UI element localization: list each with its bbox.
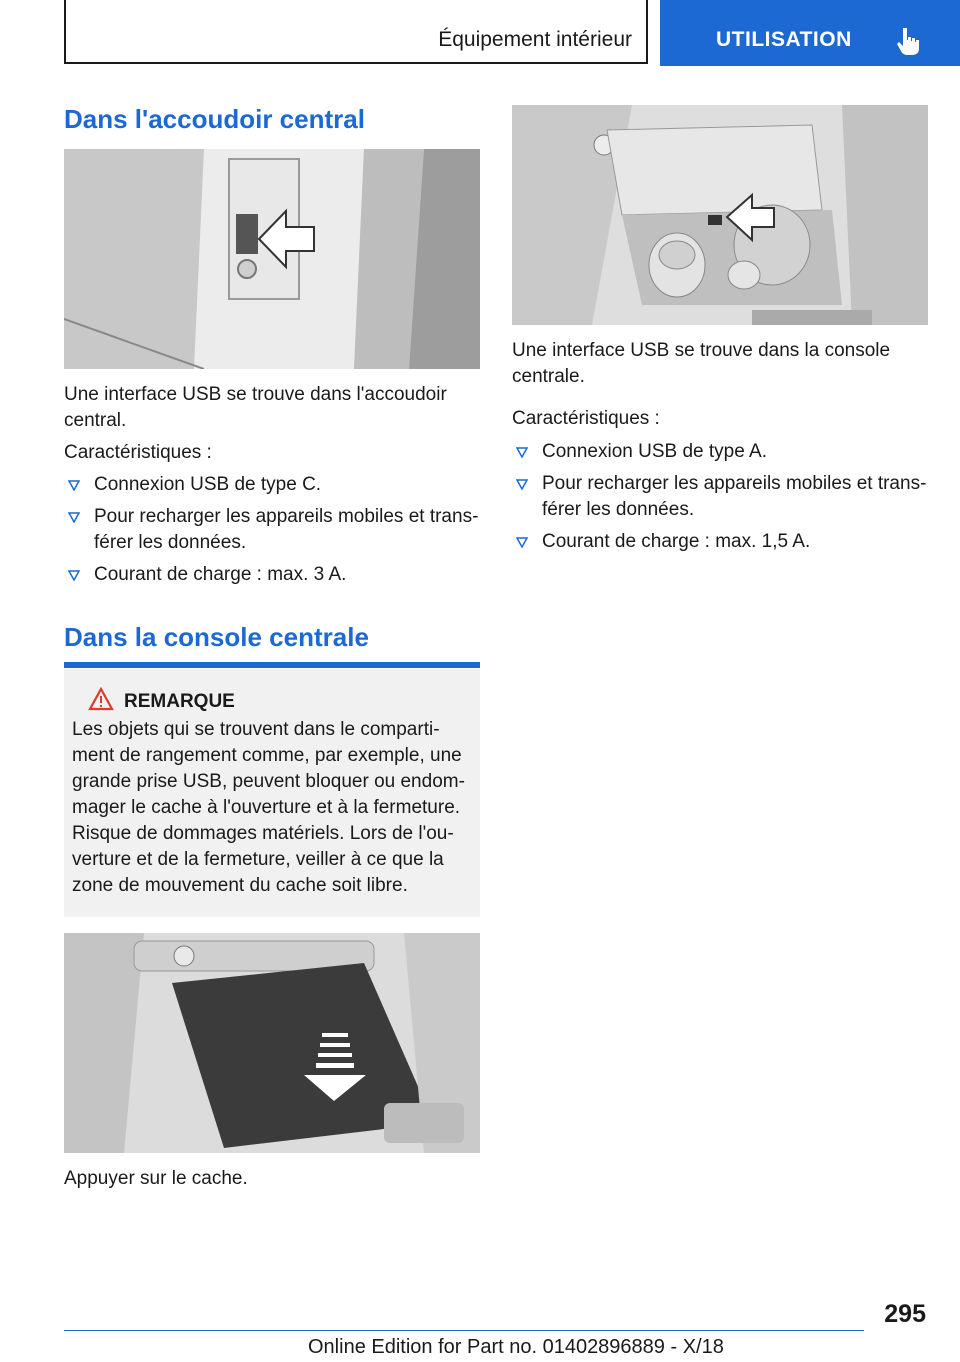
- image-console-usb: [512, 105, 928, 325]
- heading-armrest: Dans l'accoudoir central: [64, 104, 365, 134]
- console-usb-description: Une interface USB se trouve dans la console centrale.: [512, 340, 891, 387]
- image-console-cover: [64, 933, 480, 1153]
- header-section-title: Équipement intérieur: [438, 28, 632, 51]
- console-cover-caption: Appuyer sur le cache.: [64, 1168, 248, 1189]
- triangle-bullet-icon: [68, 569, 80, 581]
- list-item: [64, 504, 480, 556]
- list-item-text: Courant de charge : max. 1,5 A.: [542, 531, 811, 552]
- list-item-text: Courant de charge : max. 3 A.: [94, 564, 347, 585]
- triangle-bullet-icon: [516, 536, 528, 548]
- armrest-description: Une interface USB se trouve dans l'accoudoir central.: [64, 384, 447, 431]
- list-item: [64, 562, 480, 588]
- header-section-box: [64, 0, 648, 64]
- console-features-list: [512, 439, 928, 561]
- footer-edition[interactable]: Online Edition for Part no. 01402896889 - X/18: [308, 1336, 724, 1358]
- image-armrest-usb: [64, 149, 480, 369]
- list-item: [512, 471, 928, 523]
- list-item-text: Pour recharger les appareils mobiles et transférer les données.: [542, 473, 927, 520]
- list-item: [64, 472, 480, 498]
- console-features-label: Caractéristiques :: [512, 408, 660, 429]
- heading-center-console: Dans la console centrale: [64, 622, 369, 652]
- heading-rule: [64, 662, 480, 668]
- list-item-text: Pour recharger les appareils mobiles et transférer les données.: [94, 506, 479, 553]
- page-number: 295: [884, 1300, 926, 1328]
- triangle-bullet-icon: [516, 478, 528, 490]
- armrest-features-list: [64, 472, 480, 594]
- list-item-text: Connexion USB de type A.: [542, 441, 767, 462]
- triangle-bullet-icon: [516, 446, 528, 458]
- note-title: REMARQUE: [124, 691, 235, 712]
- pointing-hand-icon: [896, 26, 922, 56]
- list-item: [512, 529, 928, 555]
- armrest-features-label: Caractéristiques :: [64, 442, 212, 463]
- header-chapter-tab[interactable]: [660, 0, 960, 66]
- footer-rule: [64, 1330, 864, 1331]
- triangle-bullet-icon: [68, 511, 80, 523]
- triangle-bullet-icon: [68, 479, 80, 491]
- header-chapter-label: UTILISATION: [716, 28, 852, 51]
- warning-triangle-icon: [88, 687, 114, 711]
- note-box: [64, 669, 480, 917]
- note-text: Les objets qui se trouvent dans le compartiment de rangement comme, par exemple, une grande prise USB, peuvent bloquer ou endommager le cache à l'ouverture et à la fermeture. Risque de dommages matériels. Lors de l'ouverture et de la fermeture, veiller à ce que la zone de mouvement du cache soit libre.: [72, 719, 465, 896]
- list-item-text: Connexion USB de type C.: [94, 474, 322, 495]
- list-item: [512, 439, 928, 465]
